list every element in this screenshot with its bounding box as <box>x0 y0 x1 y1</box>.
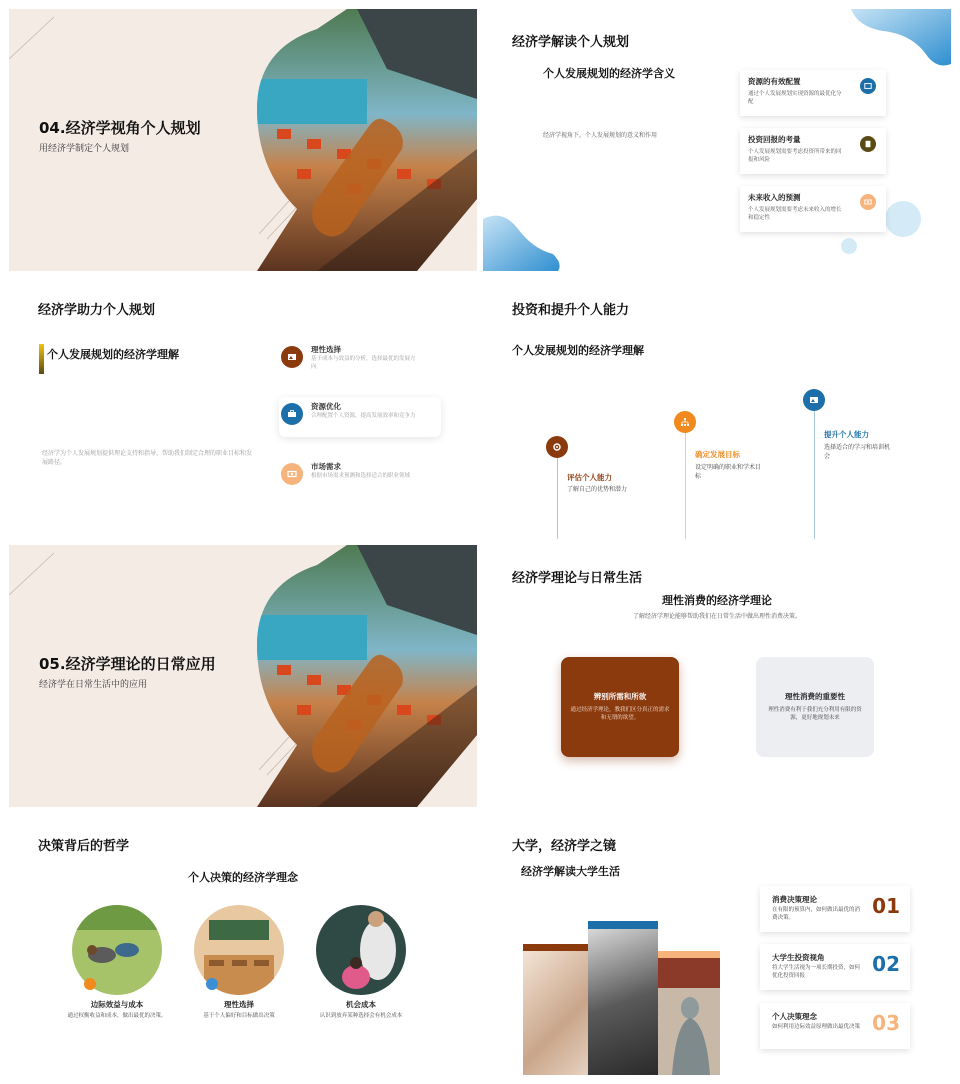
org-chart-icon <box>674 411 696 433</box>
slide-heading: 个人发展规划的经济学含义 <box>543 67 675 80</box>
number-badge: 02 <box>872 952 900 976</box>
item-student-investment[interactable]: 大学生投资视角 将大学生活视为一项长期投资，如何优化投资回报 02 <box>760 944 910 990</box>
accent-bar <box>39 344 44 374</box>
teacher-photo <box>316 905 406 995</box>
slide-heading: 理性消费的经济学理论 <box>662 594 772 607</box>
slide-desc: 经济学视角下，个人发展规划的意义和作用 <box>543 132 658 139</box>
item-title-2: 理性选择 <box>224 1000 254 1009</box>
slide-title: 大学，经济学之镜 <box>512 839 617 854</box>
item-consumption-theory[interactable]: 消费决策理论 在有限的预算内，如何做出最优的消费决策。 01 <box>760 886 910 932</box>
card-income-forecast[interactable]: 未来收入的预测 个人发展规划需要考虑未来收入的增长和稳定性 <box>740 186 886 232</box>
timeline-line-1 <box>557 457 558 539</box>
slide-theory-daily-life[interactable] <box>483 545 951 807</box>
pool-hall-photo <box>237 545 477 807</box>
image-icon <box>860 78 876 94</box>
list-item-rational-choice[interactable]: 理性选择 基于成本与效益的分析，选择最优的发展方向 <box>279 340 434 380</box>
target-icon <box>546 436 568 458</box>
picture-icon <box>803 389 825 411</box>
timeline-line-3 <box>814 410 815 539</box>
step-desc-1: 了解自己的优势和潜力 <box>567 486 628 493</box>
number-badge: 01 <box>872 894 900 918</box>
box-rational-importance[interactable]: 理性消费的重要性 理性消费有利于我们充分利用有限的资源，更好地规划未来 <box>756 657 874 757</box>
slide-title: 经济学解读个人规划 <box>512 35 630 50</box>
step-title-2: 确定发展目标 <box>695 450 740 459</box>
section-subtitle: 用经济学制定个人规划 <box>39 144 130 154</box>
slide-invest-ability[interactable] <box>483 277 951 539</box>
slide-desc: 了解经济学理论能够帮助我们在日常生活中做出理性消费决策。 <box>632 613 801 620</box>
slide-section-04[interactable] <box>9 9 477 271</box>
money-icon <box>281 463 303 485</box>
section-title: 05.经济学理论的日常应用 <box>39 655 216 673</box>
writing-photo <box>588 921 658 1075</box>
pool-hall-photo <box>237 9 477 271</box>
slide-economics-interpretation[interactable] <box>483 9 951 271</box>
picture-icon <box>281 346 303 368</box>
box-need-vs-want[interactable]: 辨别所需和所欲 通过经济学理论，教我们区分真正的需求和无谓的欲望。 <box>561 657 679 757</box>
step-title-3: 提升个人能力 <box>824 430 869 439</box>
step-desc-3: 选择适合的学习和培训机会 <box>824 444 891 460</box>
timeline-line-2 <box>685 432 686 539</box>
item-title-3: 机会成本 <box>346 1000 376 1009</box>
slide-desc: 经济学为个人发展规划提供理论支持和指导，帮助我们制定合理的职业目标和发展路径。 <box>42 450 253 466</box>
accent-dot <box>84 978 96 990</box>
slide-university-mirror[interactable] <box>483 813 951 1075</box>
document-icon <box>860 136 876 152</box>
slide-decision-philosophy[interactable] <box>9 813 477 1075</box>
slide-heading: 经济学解读大学生活 <box>521 865 620 878</box>
step-title-1: 评估个人能力 <box>567 473 612 482</box>
list-item-resource-optimization[interactable]: 资源优化 合理配置个人资源，提高发展效率和竞争力 <box>279 397 441 437</box>
money-icon <box>860 194 876 210</box>
item-desc-3: 认识到放弃某种选择会有机会成本 <box>319 1013 403 1019</box>
slide-heading: 个人决策的经济学理念 <box>188 871 298 884</box>
briefcase-icon <box>281 403 303 425</box>
section-title: 04.经济学视角个人规划 <box>39 119 201 137</box>
number-badge: 03 <box>872 1011 900 1035</box>
item-title-1: 边际效益与成本 <box>90 1000 144 1009</box>
item-desc-2: 基于个人偏好和目标做出决策 <box>203 1013 275 1019</box>
card-resource-allocation[interactable]: 资源的有效配置 通过个人发展规划实现资源的最优化分配 <box>740 70 886 116</box>
slide-section-05[interactable] <box>9 545 477 807</box>
item-decision-concept[interactable]: 个人决策理念 如何利用边际效益原理做出最优决策 03 <box>760 1003 910 1049</box>
slide-heading: 个人发展规划的经济学理解 <box>47 348 179 361</box>
slide-heading: 个人发展规划的经济学理解 <box>512 344 644 357</box>
card-investment-return[interactable]: 投资回报的考量 个人发展规划需要考虑投资所带来的回报和风险 <box>740 128 886 174</box>
slide-economics-helps[interactable] <box>9 277 477 539</box>
slide-title: 经济学助力个人规划 <box>38 303 156 318</box>
accent-dot <box>206 978 218 990</box>
list-item-market-demand[interactable]: 市场需求 根据市场需求预测和选择适合的职业领域 <box>279 457 434 497</box>
slide-title: 经济学理论与日常生活 <box>512 571 643 586</box>
confucius-statue-photo <box>658 951 720 1075</box>
slide-title: 决策背后的哲学 <box>38 839 130 854</box>
step-desc-2: 设定明确的职业和学术目标 <box>695 464 762 480</box>
slide-title: 投资和提升个人能力 <box>512 303 630 318</box>
library-photo <box>523 944 588 1075</box>
section-subtitle: 经济学在日常生活中的应用 <box>39 680 148 690</box>
item-desc-1: 通过权衡收益和成本，做出最优的决策。 <box>67 1013 167 1019</box>
